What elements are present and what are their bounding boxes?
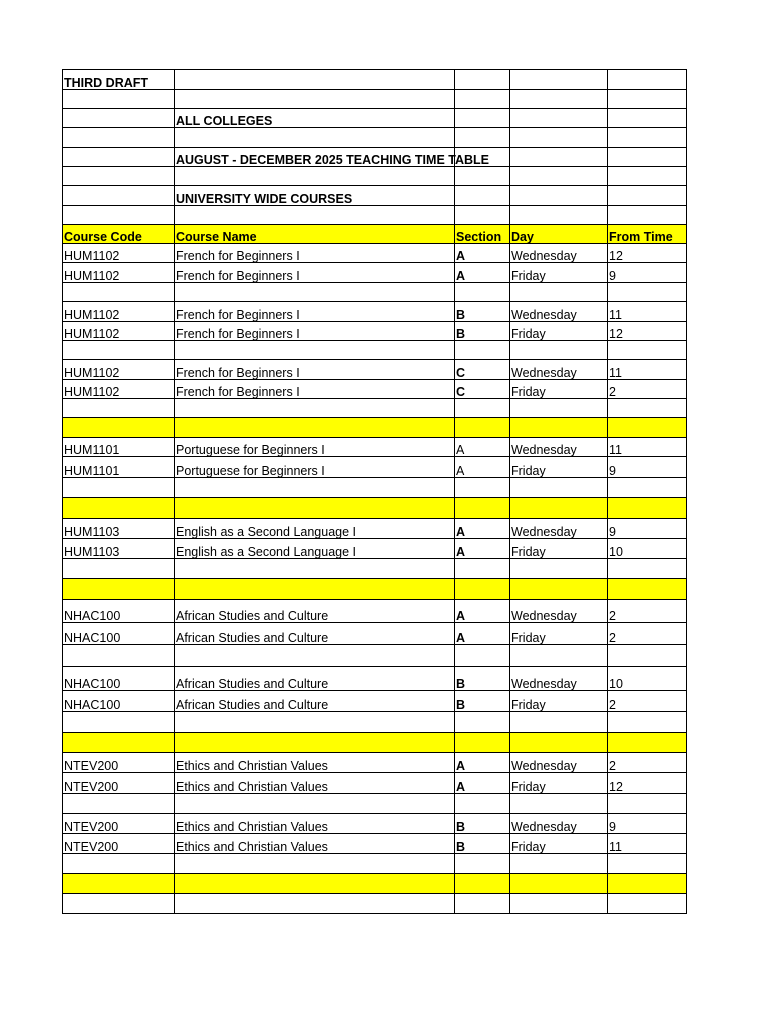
course-name-cell[interactable] xyxy=(175,341,455,360)
course-name-cell[interactable] xyxy=(175,283,455,302)
course-code-cell[interactable] xyxy=(63,733,175,753)
course-name-cell[interactable] xyxy=(175,399,455,418)
course-name-cell[interactable]: African Studies and Culture xyxy=(175,623,455,645)
section-cell[interactable] xyxy=(455,854,510,874)
blank-row xyxy=(63,645,687,667)
day-cell[interactable]: Wednesday xyxy=(510,438,608,457)
table-row xyxy=(63,753,687,773)
separator-row xyxy=(63,498,687,519)
course-name-cell[interactable] xyxy=(175,874,455,894)
course-code-cell[interactable] xyxy=(63,645,175,667)
from-time-cell[interactable] xyxy=(608,418,687,438)
table-row xyxy=(63,322,687,341)
course-code-cell[interactable]: HUM1102 xyxy=(63,380,175,399)
day-cell[interactable] xyxy=(510,341,608,360)
section-cell[interactable] xyxy=(455,498,510,519)
separator-row xyxy=(63,733,687,753)
course-name-cell[interactable]: English as a Second Language I xyxy=(175,539,455,559)
course-name-cell[interactable]: African Studies and Culture xyxy=(175,600,455,623)
course-code-cell[interactable] xyxy=(63,712,175,733)
day-cell[interactable] xyxy=(510,645,608,667)
from-time-cell[interactable] xyxy=(608,645,687,667)
separator-row xyxy=(63,418,687,438)
section-cell[interactable]: A xyxy=(455,457,510,478)
day-cell[interactable]: Wednesday xyxy=(510,244,608,263)
header-course-name[interactable]: Course Name xyxy=(175,225,455,244)
courses-heading[interactable]: UNIVERSITY WIDE COURSES xyxy=(175,186,455,206)
from-time-cell[interactable]: 9 xyxy=(608,519,687,539)
from-time-cell[interactable]: 2 xyxy=(608,380,687,399)
section-cell[interactable]: B xyxy=(455,302,510,322)
blank-row xyxy=(63,794,687,814)
table-row xyxy=(63,814,687,834)
course-name-cell[interactable] xyxy=(175,733,455,753)
subtitle-row-term xyxy=(63,148,687,167)
column-header-row xyxy=(63,225,687,244)
from-time-cell[interactable]: 2 xyxy=(608,600,687,623)
from-time-cell[interactable]: 2 xyxy=(608,623,687,645)
course-name-cell[interactable] xyxy=(175,894,455,914)
course-code-cell[interactable]: HUM1102 xyxy=(63,244,175,263)
course-name-cell[interactable]: African Studies and Culture xyxy=(175,667,455,691)
table-row xyxy=(63,519,687,539)
cell[interactable] xyxy=(608,70,687,90)
table-row xyxy=(63,667,687,691)
course-code-cell[interactable]: HUM1103 xyxy=(63,519,175,539)
from-time-cell[interactable]: 2 xyxy=(608,753,687,773)
section-cell[interactable] xyxy=(455,894,510,914)
day-cell[interactable]: Wednesday xyxy=(510,814,608,834)
blank-row xyxy=(63,128,687,148)
day-cell[interactable] xyxy=(510,579,608,600)
course-name-cell[interactable]: Portuguese for Beginners I xyxy=(175,438,455,457)
section-cell[interactable] xyxy=(455,283,510,302)
subtitle-row-courses xyxy=(63,186,687,206)
from-time-cell[interactable]: 11 xyxy=(608,834,687,854)
table-row xyxy=(63,691,687,712)
day-cell[interactable] xyxy=(510,712,608,733)
separator-row xyxy=(63,579,687,600)
course-code-cell[interactable]: HUM1101 xyxy=(63,457,175,478)
course-code-cell[interactable] xyxy=(63,894,175,914)
cell[interactable] xyxy=(455,70,510,90)
section-cell[interactable]: A xyxy=(455,753,510,773)
section-cell[interactable] xyxy=(455,341,510,360)
table-row xyxy=(63,380,687,399)
section-cell[interactable] xyxy=(455,579,510,600)
section-cell[interactable] xyxy=(455,733,510,753)
course-name-cell[interactable]: French for Beginners I xyxy=(175,302,455,322)
from-time-cell[interactable] xyxy=(608,854,687,874)
blank-row xyxy=(63,167,687,186)
blank-row xyxy=(63,283,687,302)
from-time-cell[interactable] xyxy=(608,559,687,579)
from-time-cell[interactable]: 11 xyxy=(608,302,687,322)
blank-row xyxy=(63,559,687,579)
section-cell[interactable]: C xyxy=(455,380,510,399)
blank-row xyxy=(63,206,687,225)
section-cell[interactable] xyxy=(455,645,510,667)
course-code-cell[interactable]: NTEV200 xyxy=(63,834,175,854)
from-time-cell[interactable]: 12 xyxy=(608,244,687,263)
course-code-cell[interactable] xyxy=(63,874,175,894)
table-row xyxy=(63,263,687,283)
table-row xyxy=(63,244,687,263)
from-time-cell[interactable]: 2 xyxy=(608,691,687,712)
course-name-cell[interactable]: French for Beginners I xyxy=(175,380,455,399)
section-cell[interactable] xyxy=(455,794,510,814)
day-cell[interactable]: Friday xyxy=(510,322,608,341)
header-day[interactable]: Day xyxy=(510,225,608,244)
day-cell[interactable]: Wednesday xyxy=(510,519,608,539)
course-name-cell[interactable] xyxy=(175,645,455,667)
course-name-cell[interactable]: African Studies and Culture xyxy=(175,691,455,712)
table-row xyxy=(63,623,687,645)
course-code-cell[interactable]: NHAC100 xyxy=(63,600,175,623)
course-name-cell[interactable] xyxy=(175,498,455,519)
day-cell[interactable] xyxy=(510,283,608,302)
day-cell[interactable]: Wednesday xyxy=(510,360,608,380)
day-cell[interactable]: Friday xyxy=(510,539,608,559)
course-name-cell[interactable]: French for Beginners I xyxy=(175,263,455,283)
course-code-cell[interactable] xyxy=(63,559,175,579)
from-time-cell[interactable] xyxy=(608,579,687,600)
section-cell[interactable] xyxy=(455,874,510,894)
day-cell[interactable]: Friday xyxy=(510,380,608,399)
term-heading[interactable]: AUGUST - DECEMBER 2025 TEACHING TIME TABLE xyxy=(175,148,455,167)
day-cell[interactable] xyxy=(510,399,608,418)
from-time-cell[interactable]: 12 xyxy=(608,773,687,794)
day-cell[interactable] xyxy=(510,733,608,753)
cell[interactable] xyxy=(510,70,608,90)
from-time-cell[interactable] xyxy=(608,478,687,498)
cell[interactable] xyxy=(175,70,455,90)
course-code-cell[interactable]: NHAC100 xyxy=(63,691,175,712)
course-code-cell[interactable]: NHAC100 xyxy=(63,623,175,645)
course-code-cell[interactable]: HUM1102 xyxy=(63,302,175,322)
section-cell[interactable]: A xyxy=(455,600,510,623)
from-time-cell[interactable] xyxy=(608,283,687,302)
section-cell[interactable]: C xyxy=(455,360,510,380)
course-code-cell[interactable] xyxy=(63,794,175,814)
draft-title[interactable]: THIRD DRAFT xyxy=(63,70,175,90)
table-row xyxy=(63,539,687,559)
course-code-cell[interactable] xyxy=(63,283,175,302)
from-time-cell[interactable]: 10 xyxy=(608,539,687,559)
course-code-cell[interactable] xyxy=(63,418,175,438)
blank-row xyxy=(63,399,687,418)
course-code-cell[interactable] xyxy=(63,579,175,600)
day-cell[interactable]: Wednesday xyxy=(510,600,608,623)
course-code-cell[interactable]: NTEV200 xyxy=(63,753,175,773)
day-cell[interactable] xyxy=(510,498,608,519)
section-cell[interactable]: A xyxy=(455,263,510,283)
day-cell[interactable]: Friday xyxy=(510,457,608,478)
course-code-cell[interactable] xyxy=(63,478,175,498)
from-time-cell[interactable] xyxy=(608,341,687,360)
course-code-cell[interactable]: HUM1102 xyxy=(63,322,175,341)
blank-row xyxy=(63,341,687,360)
day-cell[interactable] xyxy=(510,854,608,874)
from-time-cell[interactable] xyxy=(608,712,687,733)
course-code-cell[interactable]: NTEV200 xyxy=(63,773,175,794)
separator-row xyxy=(63,874,687,894)
day-cell[interactable]: Friday xyxy=(510,263,608,283)
course-name-cell[interactable]: Ethics and Christian Values xyxy=(175,773,455,794)
from-time-cell[interactable] xyxy=(608,894,687,914)
day-cell[interactable] xyxy=(510,418,608,438)
day-cell[interactable] xyxy=(510,794,608,814)
course-name-cell[interactable]: Portuguese for Beginners I xyxy=(175,457,455,478)
course-name-cell[interactable]: French for Beginners I xyxy=(175,244,455,263)
header-section[interactable]: Section xyxy=(455,225,510,244)
colleges-heading[interactable]: ALL COLLEGES xyxy=(175,109,455,128)
course-code-cell[interactable] xyxy=(63,341,175,360)
table-row xyxy=(63,438,687,457)
day-cell[interactable]: Friday xyxy=(510,691,608,712)
course-code-cell[interactable]: HUM1101 xyxy=(63,438,175,457)
course-name-cell[interactable]: Ethics and Christian Values xyxy=(175,753,455,773)
day-cell[interactable]: Friday xyxy=(510,773,608,794)
course-name-cell[interactable] xyxy=(175,478,455,498)
section-cell[interactable]: A xyxy=(455,244,510,263)
section-cell[interactable] xyxy=(455,559,510,579)
course-code-cell[interactable]: NTEV200 xyxy=(63,814,175,834)
day-cell[interactable] xyxy=(510,478,608,498)
day-cell[interactable]: Wednesday xyxy=(510,667,608,691)
section-cell[interactable] xyxy=(455,418,510,438)
course-name-cell[interactable]: Ethics and Christian Values xyxy=(175,814,455,834)
course-name-cell[interactable] xyxy=(175,418,455,438)
from-time-cell[interactable] xyxy=(608,733,687,753)
from-time-cell[interactable] xyxy=(608,874,687,894)
course-code-cell[interactable]: HUM1103 xyxy=(63,539,175,559)
section-cell[interactable] xyxy=(455,478,510,498)
blank-row xyxy=(63,854,687,874)
header-course-code[interactable]: Course Code xyxy=(63,225,175,244)
course-name-cell[interactable] xyxy=(175,559,455,579)
day-cell[interactable] xyxy=(510,874,608,894)
blank-row xyxy=(63,90,687,109)
course-code-cell[interactable] xyxy=(63,399,175,418)
from-time-cell[interactable] xyxy=(608,399,687,418)
course-name-cell[interactable]: French for Beginners I xyxy=(175,322,455,341)
from-time-cell[interactable]: 10 xyxy=(608,667,687,691)
from-time-cell[interactable]: 9 xyxy=(608,263,687,283)
from-time-cell[interactable]: 11 xyxy=(608,360,687,380)
section-cell[interactable]: A xyxy=(455,623,510,645)
day-cell[interactable]: Friday xyxy=(510,623,608,645)
course-name-cell[interactable] xyxy=(175,712,455,733)
section-cell[interactable]: A xyxy=(455,438,510,457)
table-row xyxy=(63,360,687,380)
section-cell[interactable]: A xyxy=(455,539,510,559)
sheet-body xyxy=(63,70,687,914)
table-row xyxy=(63,834,687,854)
section-cell[interactable]: A xyxy=(455,519,510,539)
course-code-cell[interactable] xyxy=(63,854,175,874)
from-time-cell[interactable] xyxy=(608,794,687,814)
day-cell[interactable]: Friday xyxy=(510,834,608,854)
course-name-cell[interactable]: English as a Second Language I xyxy=(175,519,455,539)
from-time-cell[interactable]: 11 xyxy=(608,438,687,457)
table-row xyxy=(63,600,687,623)
section-cell[interactable]: A xyxy=(455,773,510,794)
section-cell[interactable]: B xyxy=(455,834,510,854)
day-cell[interactable] xyxy=(510,559,608,579)
section-cell[interactable]: B xyxy=(455,691,510,712)
subtitle-row-colleges xyxy=(63,109,687,128)
course-code-cell[interactable]: NHAC100 xyxy=(63,667,175,691)
course-code-cell[interactable]: HUM1102 xyxy=(63,263,175,283)
from-time-cell[interactable]: 9 xyxy=(608,814,687,834)
table-row xyxy=(63,302,687,322)
course-name-cell[interactable] xyxy=(175,854,455,874)
header-from-time[interactable]: From Time xyxy=(608,225,687,244)
from-time-cell[interactable] xyxy=(608,498,687,519)
blank-row xyxy=(63,478,687,498)
course-name-cell[interactable] xyxy=(175,579,455,600)
table-row xyxy=(63,773,687,794)
day-cell[interactable]: Wednesday xyxy=(510,302,608,322)
course-code-cell[interactable] xyxy=(63,498,175,519)
section-cell[interactable]: B xyxy=(455,814,510,834)
blank-row xyxy=(63,894,687,914)
timetable-sheet xyxy=(62,69,687,914)
course-code-cell[interactable]: HUM1102 xyxy=(63,360,175,380)
table-row xyxy=(63,457,687,478)
section-cell[interactable]: B xyxy=(455,667,510,691)
title-row xyxy=(63,70,687,90)
course-name-cell[interactable]: Ethics and Christian Values xyxy=(175,834,455,854)
day-cell[interactable] xyxy=(510,894,608,914)
blank-row xyxy=(63,712,687,733)
from-time-cell[interactable]: 9 xyxy=(608,457,687,478)
from-time-cell[interactable]: 12 xyxy=(608,322,687,341)
course-name-cell[interactable] xyxy=(175,794,455,814)
course-name-cell[interactable]: French for Beginners I xyxy=(175,360,455,380)
section-cell[interactable]: B xyxy=(455,322,510,341)
day-cell[interactable]: Wednesday xyxy=(510,753,608,773)
section-cell[interactable] xyxy=(455,399,510,418)
section-cell[interactable] xyxy=(455,712,510,733)
